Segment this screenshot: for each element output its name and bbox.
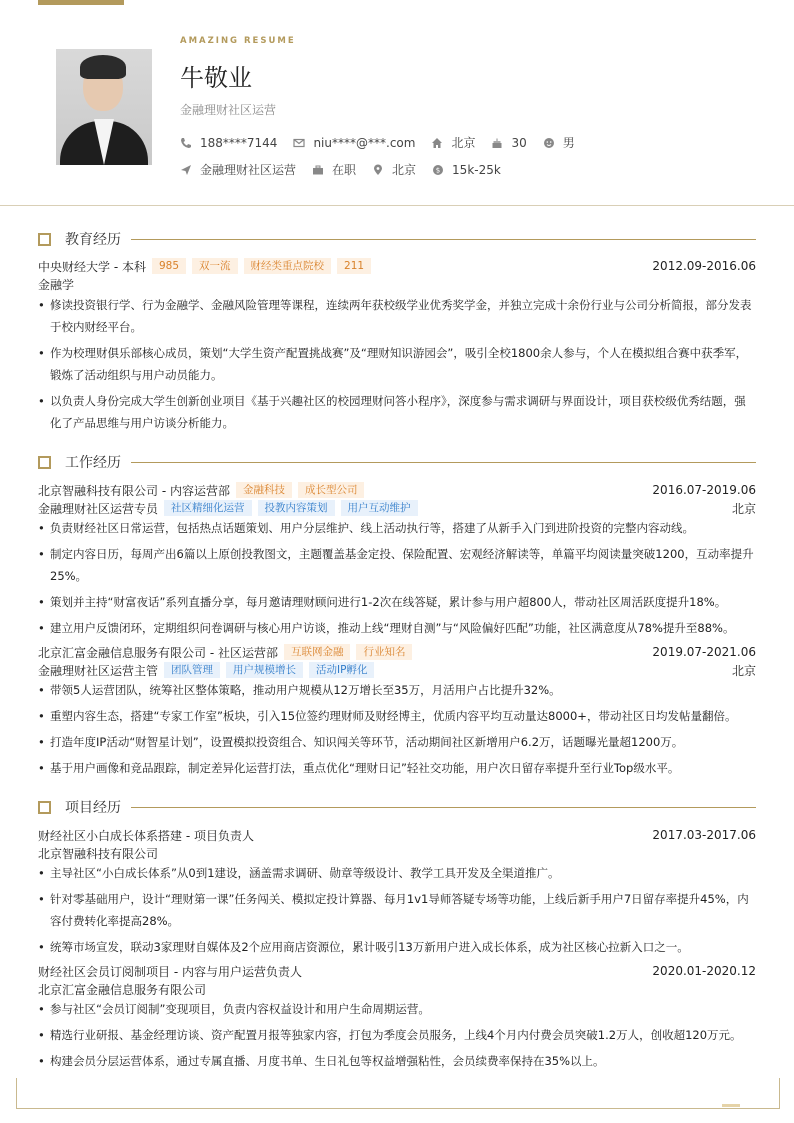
contact-row <box>180 134 591 151</box>
job-role: 金融理财社区运营专员 <box>38 501 159 516</box>
phone-text: 188****7144 <box>200 135 278 150</box>
role-tag: 活动IP孵化 <box>309 662 374 678</box>
section-work <box>38 454 756 470</box>
send-icon <box>180 164 192 176</box>
section-title-work: 工作经历 <box>65 455 121 471</box>
work-date: 2019.07-2021.06 <box>652 645 756 659</box>
candidate-name: 牛敬业 <box>180 64 252 92</box>
work-entry-header <box>38 481 756 499</box>
list-item: • 以负责人身份完成大学生创新创业项目《基于兴趣社区的校园理财问答小程序》，深度参与需求调研与界面设计，项目获校级优秀结题，强化了产品思维与用户访谈分析能力。 <box>38 390 756 434</box>
company-name: 北京智融科技有限公司 - 内容运营部 <box>38 483 230 498</box>
list-item: • 建立用户反馈闭环，定期组织问卷调研与核心用户访谈，推动上线“理财自测”与“风险偏好匹配”功能，社区满意度从78%提升至88%。 <box>38 617 756 639</box>
mail-icon <box>293 137 305 149</box>
section-projects <box>38 799 756 815</box>
list-item: • 作为校理财俱乐部核心成员，策划“大学生资产配置挑战赛”及“理财知识游园会”，吸引全校1800余人参与，个人在模拟组合赛中获季军，锻炼了活动组织与用户动员能力。 <box>38 342 756 386</box>
project-title: 财经社区小白成长体系搭建 - 项目负责人 <box>38 828 254 843</box>
list-item: • 构建会员分层运营体系，通过专属直播、月度书单、生日礼包等权益增强粘性，会员续费率保持在35%以上。 <box>38 1050 756 1072</box>
company-tag: 互联网金融 <box>284 644 351 660</box>
job-role: 金融理财社区运营主管 <box>38 663 159 678</box>
email-info <box>293 136 415 150</box>
hometown-info <box>431 134 475 151</box>
gender-info <box>543 134 575 151</box>
location-pin-icon <box>372 164 384 176</box>
education-tag: 211 <box>337 258 371 274</box>
target-position-text: 金融理财社区运营 <box>200 163 297 177</box>
role-tag: 团队管理 <box>164 662 220 678</box>
project-org-line <box>38 844 756 862</box>
home-icon <box>431 137 443 149</box>
job-intent-row <box>180 161 517 178</box>
list-item: • 针对零基础用户，设计“理财第一课”任务闯关、模拟定投计算器、每月1v1导师答疑专场等功能，上线后新手用户7日留存率提升45%，内容付费转化率提高28%。 <box>38 888 756 932</box>
company-tag: 金融科技 <box>236 482 292 498</box>
gender-icon <box>543 137 555 149</box>
age-info <box>491 136 526 150</box>
list-item: • 修读投资银行学、行为金融学、金融风险管理等课程，连续两年获校级学业优秀奖学金，并独立完成十余份行业与公司分析简报，部分发表于校内财经平台。 <box>38 294 756 338</box>
education-bullets <box>38 294 756 438</box>
list-item: • 制定内容日历，每周产出6篇以上原创投教图文，主题覆盖基金定投、保险配置、宏观经济解读等，单篇平均阅读量突破1200，互动率提升25%。 <box>38 543 756 587</box>
target-city-info <box>372 161 416 178</box>
target-position-info <box>180 161 296 178</box>
list-item: • 统筹市场宣发，联动3家理财自媒体及2个应用商店资源位，累计吸引13万新用户进入成长体系，成为社区核心拉新入口之一。 <box>38 936 756 958</box>
svg-text:$: $ <box>435 166 441 175</box>
list-item: • 参与社区“会员订阅制”变现项目，负责内容权益设计和用户生命周期运营。 <box>38 998 756 1020</box>
work-bullets <box>38 679 756 783</box>
candidate-title: 金融理财社区运营 <box>180 103 277 117</box>
hometown-text: 北京 <box>451 136 476 150</box>
gender-text: 男 <box>562 136 575 150</box>
list-item: • 带领5人运营团队，统筹社区整体策略，推动用户规模从12万增长至35万，月活用户占比提升32%。 <box>38 679 756 701</box>
salary-text: 15k-25k <box>452 162 501 177</box>
company-name: 北京汇富金融信息服务有限公司 - 社区运营部 <box>38 645 278 660</box>
job-status-text: 在职 <box>332 163 357 177</box>
company-tag: 成长型公司 <box>298 482 365 498</box>
project-title: 财经社区会员订阅制项目 - 内容与用户运营负责人 <box>38 964 302 979</box>
cake-icon <box>491 137 503 149</box>
work-role-line <box>38 661 756 679</box>
work-date: 2016.07-2019.06 <box>652 483 756 497</box>
section-divider <box>131 462 756 463</box>
education-tag: 财经类重点院校 <box>244 258 332 274</box>
list-item: • 策划并主持“财富夜话”系列直播分享，每月邀请理财顾问进行1-2次在线答疑，累计参与用户超800人，带动社区周活跃度提升18%。 <box>38 591 756 613</box>
section-title-projects: 项目经历 <box>65 800 121 816</box>
work-bullets <box>38 517 756 643</box>
email-text: niu****@***.com <box>313 135 416 150</box>
work-entry-header <box>38 643 756 661</box>
section-title-education: 教育经历 <box>65 232 121 248</box>
project-org-line <box>38 980 756 998</box>
page-footer-frame <box>16 1078 780 1109</box>
salary-info <box>432 163 501 177</box>
section-marker-icon <box>38 801 51 814</box>
company-tag: 行业知名 <box>356 644 412 660</box>
list-item: • 基于用户画像和竞品跟踪，制定差异化运营打法，重点优化“理财日记”轻社交功能，用户次日留存率提升至行业Top级水平。 <box>38 757 756 779</box>
role-tag: 用户互动维护 <box>341 500 418 516</box>
list-item: • 打造年度IP活动“财智星计划”，设置模拟投资组合、知识闯关等环节，活动期间社区新增用户6.2万，话题曝光量超1200万。 <box>38 731 756 753</box>
target-city-text: 北京 <box>392 163 417 177</box>
education-tag: 985 <box>152 258 186 274</box>
phone-icon <box>180 137 192 149</box>
list-item: • 主导社区“小白成长体系”从0到1建设，涵盖需求调研、勋章等级设计、教学工具开发及全渠道推广。 <box>38 862 756 884</box>
age-text: 30 <box>511 135 527 150</box>
project-bullets <box>38 998 756 1076</box>
salary-icon <box>432 164 444 176</box>
role-tag: 投教内容策划 <box>258 500 335 516</box>
project-bullets <box>38 862 756 962</box>
project-date: 2017.03-2017.06 <box>652 828 756 842</box>
profile-photo <box>56 49 152 165</box>
section-education <box>38 231 756 247</box>
role-tag: 社区精细化运营 <box>164 500 252 516</box>
education-entry-header <box>38 257 756 275</box>
project-org: 北京智融科技有限公司 <box>38 846 159 861</box>
briefcase-icon <box>312 164 324 176</box>
school-name: 中央财经大学 - 本科 <box>38 259 146 274</box>
project-date: 2020.01-2020.12 <box>652 964 756 978</box>
brand-label: AMAZING RESUME <box>180 36 296 46</box>
project-entry-header <box>38 826 756 844</box>
project-org: 北京汇富金融信息服务有限公司 <box>38 982 207 997</box>
list-item: • 重塑内容生态，搭建“专家工作室”板块，引入15位签约理财师及财经博主，优质内容平均互动量达8000+，带动社区日均发帖量翻倍。 <box>38 705 756 727</box>
education-major-line <box>38 275 756 293</box>
list-item: • 精选行业研报、基金经理访谈、资产配置月报等独家内容，打包为季度会员服务，上线4个月内付费会员突破1.2万人，创收超120万元。 <box>38 1024 756 1046</box>
section-divider <box>131 239 756 240</box>
page-footer-mark <box>722 1104 740 1107</box>
work-location: 北京 <box>731 663 756 678</box>
list-item: • 负责财经社区日常运营，包括热点话题策划、用户分层维护、线上活动执行等，搭建了从新手入门到进阶投资的完整内容动线。 <box>38 517 756 539</box>
phone-info <box>180 136 277 150</box>
role-tag: 用户规模增长 <box>226 662 303 678</box>
job-status-info <box>312 161 356 178</box>
project-entry-header <box>38 962 756 980</box>
work-role-line <box>38 499 756 517</box>
education-major: 金融学 <box>38 277 75 292</box>
section-marker-icon <box>38 233 51 246</box>
education-tag: 双一流 <box>192 258 238 274</box>
section-divider <box>131 807 756 808</box>
section-marker-icon <box>38 456 51 469</box>
work-location: 北京 <box>731 501 756 516</box>
education-date: 2012.09-2016.06 <box>652 259 756 273</box>
resume-header <box>0 0 794 206</box>
